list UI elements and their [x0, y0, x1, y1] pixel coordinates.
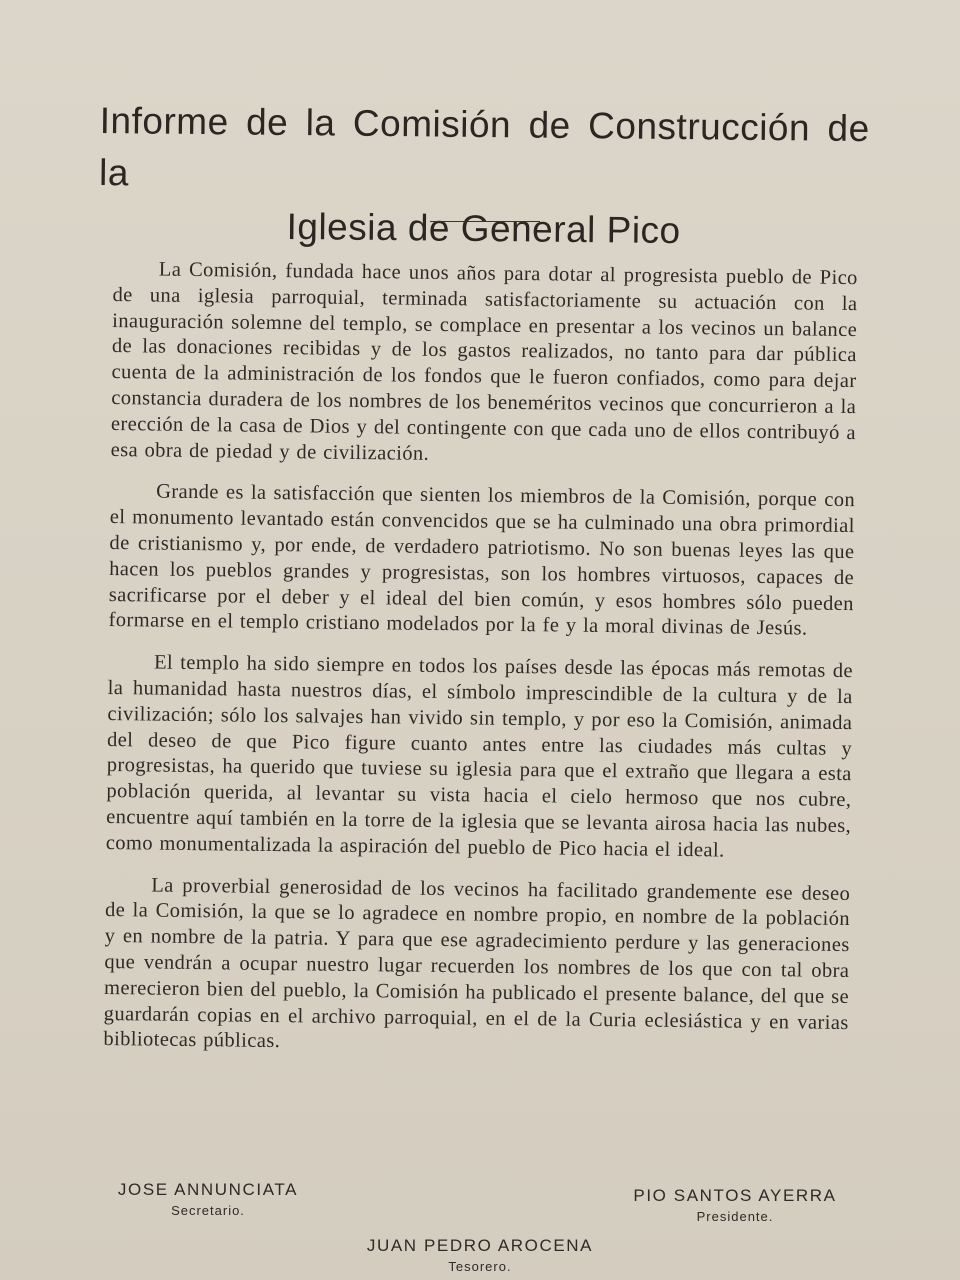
title-divider [430, 221, 540, 222]
paragraph-4: La proverbial generosidad de los vecinos ha facilitado grandemente ese deseo de la Comisión, la que se lo agradece en nombre propio, en nombre de la población y en nombre de la patria. Y para que ese agradecimiento perdure y las generaciones que vendrán a ocupar nuestro lugar recuerden los nombres de los que con tal obra merecieron bien del pueblo, la Comisión ha publicado el presente balance, del que se guardarán copias en el archivo parroquial, en el de la Curia eclesiástica y en varias bibliotecas públicas. [103, 874, 851, 1053]
document-body [103, 257, 858, 1078]
document-title [98, 95, 870, 259]
signature-president [620, 1186, 850, 1224]
signature-treasurer [355, 1236, 605, 1274]
secretary-role: Secretario. [171, 1203, 245, 1218]
president-name: PIO SANTOS AYERRA [633, 1186, 837, 1205]
paragraph-3: El templo ha sido siempre en todos los países desde las épocas más remotas de la humanidad hasta nuestros días, el símbolo imprescindible de la cultura y de la civilización; sólo los salvajes han vivido sin templo, y por eso la Comisión, animada del deseo de que Pico figure cuanto antes entre las ciudades más cultas y progresistas, ha querido que tuviese su iglesia para que el extraño que llegara a esta población querida, al levantar su vista hacia el cielo hermoso que nos cubre, encuentre aquí también en la torre de la iglesia que se levanta airosa hacia las nubes, como monumentalizada la aspiración del pueblo de Pico hacia el ideal. [105, 651, 854, 862]
treasurer-role: Tesorero. [448, 1259, 512, 1274]
title-line-2: Iglesia de General Pico [286, 205, 681, 252]
paragraph-2: Grande es la satisfacción que sienten los miembros de la Comisión, porque con el monumento levantado están convencidos que se ha culminado una obra primordial de cristianismo y, por ende, de verdadero patriotismo. No son buenas leyes las que hacen los pueblos grandes y progresistas, son los hombres virtuosos, capaces de sacrificarse por el deber y el ideal del bien común, y esos hombres sólo pueden formarse en el templo cristiano modelados por la fe y la moral divinas de Jesús. [108, 480, 856, 640]
president-role: Presidente. [696, 1209, 774, 1224]
treasurer-name: JUAN PEDRO AROCENA [366, 1236, 594, 1255]
title-line-1: Informe de la Comisión de Construcción de la [98, 99, 870, 194]
secretary-name: JOSE ANNUNCIATA [117, 1180, 299, 1199]
paragraph-1: La Comisión, fundada hace unos años para dotar al progresista pueblo de Pico de una iglesia parroquial, terminada satisfactoriamente su actuación con la inauguración solemne del templo, se complace en presentar a los vecinos un balance de las donaciones recibidas y de los gastos realizados, no tanto para dar pública cuenta de la administración de los fondos que le fueron confiados, como para dejar constancia duradera de los nombres de los beneméritos vecinos que concurrieron a la erección de la casa de Dios y del contingente con que cada uno de ellos contribuyó a esa obra de piedad y de civilización. [110, 258, 858, 465]
signature-secretary [108, 1180, 308, 1218]
